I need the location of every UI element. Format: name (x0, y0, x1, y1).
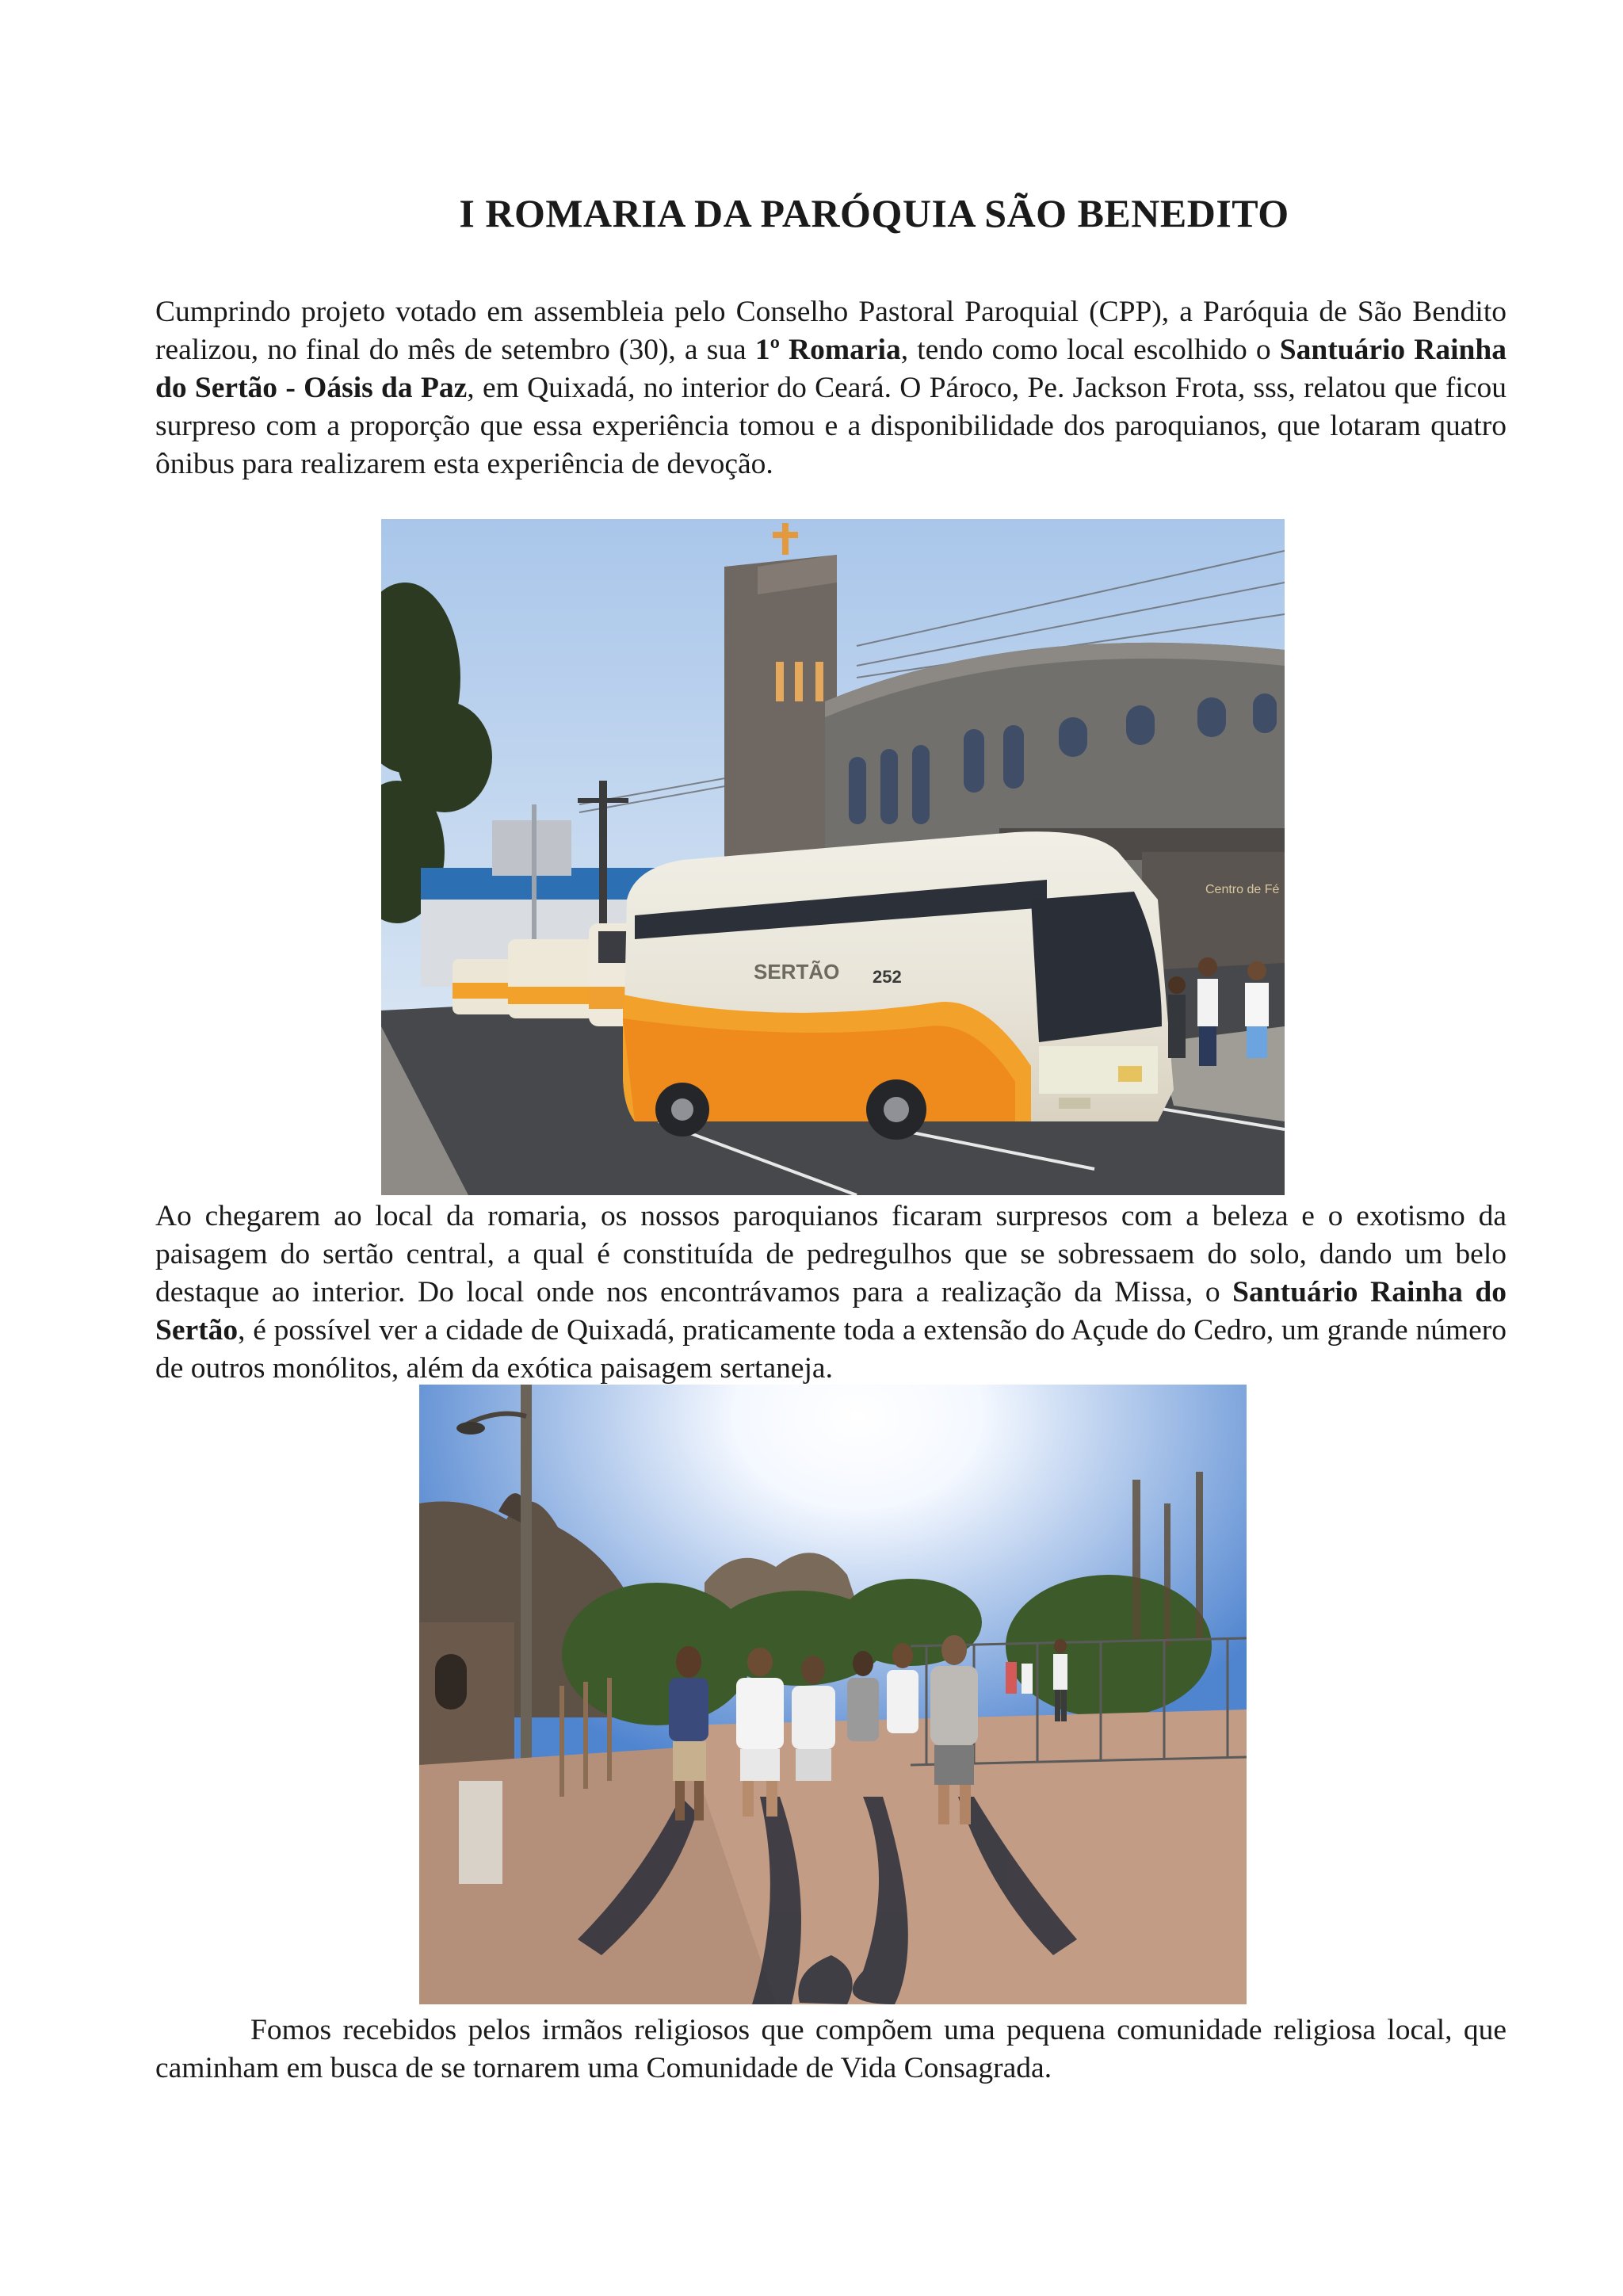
photo-church-buses-illustration (381, 519, 1285, 1195)
paragraph-welcome-text-1: Fomos recebidos pelos irmãos religiosos que compõem uma pequena comunidade religiosa local, que caminham em busca de se tornarem uma Comunidade de Vida Consagrada. (155, 2014, 1507, 2084)
paragraph-intro-bold-santuario: Santuário Rainha do Sertão - Oásis da Paz (155, 334, 1507, 404)
photo-pilgrims-walking (419, 1385, 1247, 2004)
sign-text: Centro de Fé (1205, 883, 1280, 896)
paragraph-landscape-bold-santuario: Santuário Rainha do Sertão (155, 1276, 1507, 1347)
paragraph-intro (155, 293, 1507, 483)
bus-number: 252 (873, 967, 902, 987)
paragraph-landscape-text-2: , é possível ver a cidade de Quixadá, praticamente toda a extensão do Açude do Cedro, um grande número de outros monólitos, além da exótica paisagem sertaneja. (155, 1314, 1507, 1385)
page-title: I ROMARIA DA PARÓQUIA SÃO BENEDITO (459, 191, 1289, 235)
bus-logo: SERTÃO (754, 960, 840, 984)
paragraph-landscape-text-1: Ao chegarem ao local da romaria, os nossos paroquianos ficaram surpresos com a beleza e o exotismo da paisagem do sertão central, a qual é constituída de pedregulhos que se sobressaem do solo, dando um belo destaque ao interior. Do local onde nos encontrávamos para a realização da Missa, o (155, 1200, 1507, 1308)
paragraph-intro-text-1: Cumprindo projeto votado em assembleia pelo Conselho Pastoral Paroquial (CPP), a Paróquia de São Bendito realizou, no final do mês de setembro (30), a sua (155, 296, 1507, 366)
paragraph-intro-text-3: , em Quixadá, no interior do Ceará. O Pároco, Pe. Jackson Frota, sss, relatou que ficou surpreso com a proporção que essa experiência tomou e a disponibilidade dos paroquianos, que lotaram quatro ônibus para realizarem esta experiência de devoção. (155, 372, 1507, 480)
paragraph-landscape (155, 1198, 1507, 1388)
paragraph-welcome (155, 2011, 1507, 2088)
photo-pilgrims-walking-illustration (419, 1385, 1247, 2004)
paragraph-intro-text-2: , tendo como local escolhido o (900, 334, 1280, 366)
paragraph-intro-bold-romaria: 1º Romaria (754, 334, 901, 366)
photo-church-buses (381, 519, 1285, 1195)
